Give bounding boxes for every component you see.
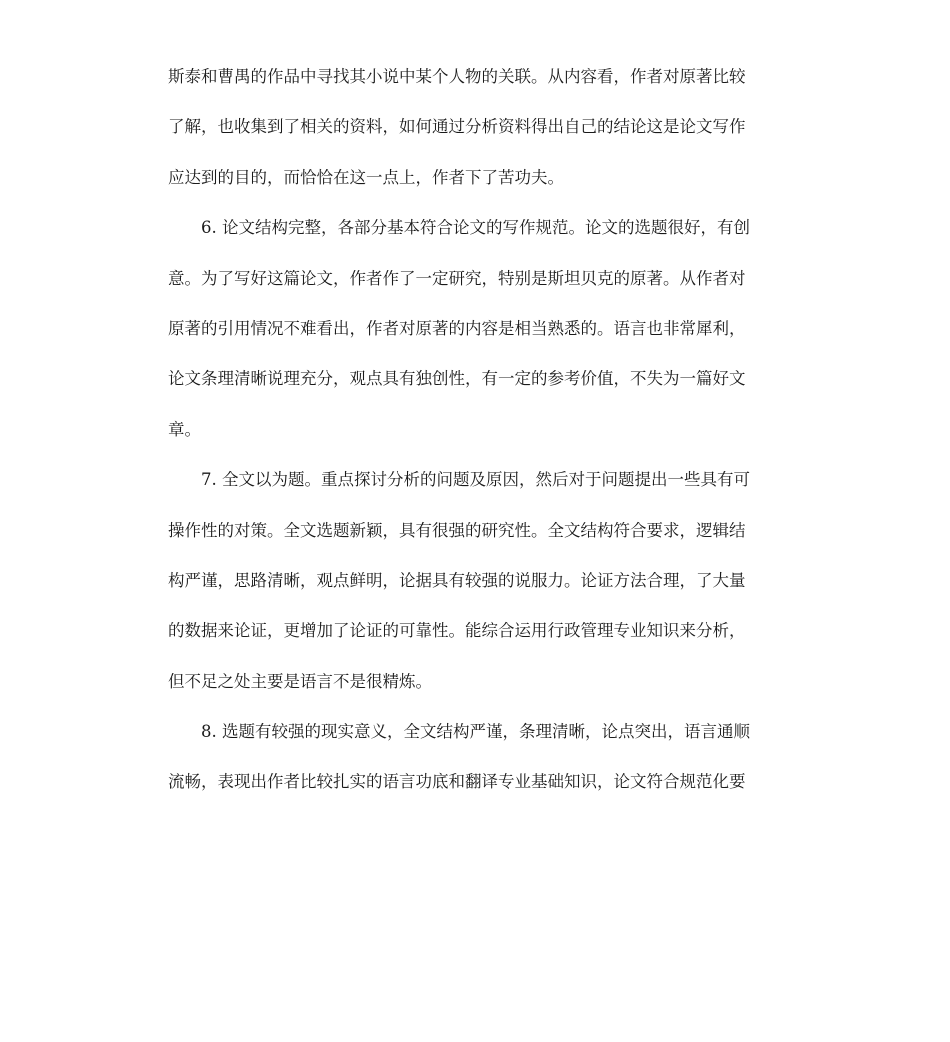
text-line: 斯泰和曹禺的作品中寻找其小说中某个人物的关联。从内容看，作者对原著比较 [168,67,746,86]
text-line: 7. 全文以为题。重点探讨分析的问题及原因，然后对于问题提出一些具有可 [201,470,750,489]
text-line: 了解，也收集到了相关的资料，如何通过分析资料得出自己的结论这是论文写作 [168,117,746,136]
text-line: 意。为了写好这篇论文，作者作了一定研究，特别是斯坦贝克的原著。从作者对 [168,269,746,288]
text-line: 章。 [168,420,201,439]
text-line: 应达到的目的，而恰恰在这一点上，作者下了苦功夫。 [168,168,564,187]
text-line: 的数据来论证，更增加了论证的可靠性。能综合运用行政管理专业知识来分析， [168,621,746,640]
text-line: 构严谨，思路清晰，观点鲜明，论据具有较强的说服力。论证方法合理，了大量 [168,571,746,590]
text-line: 论文条理清晰说理充分，观点具有独创性，有一定的参考价值，不失为一篇好文 [168,369,746,388]
text-line: 流畅，表现出作者比较扎实的语言功底和翻译专业基础知识，论文符合规范化要 [168,772,746,791]
text-line: 8. 选题有较强的现实意义，全文结构严谨，条理清晰，论点突出，语言通顺 [201,722,750,741]
text-line: 6. 论文结构完整，各部分基本符合论文的写作规范。论文的选题很好，有创 [201,218,750,237]
text-line: 但不足之处主要是语言不是很精炼。 [168,672,432,691]
text-line: 操作性的对策。全文选题新颖，具有很强的研究性。全文结构符合要求，逻辑结 [168,521,746,540]
text-line: 原著的引用情况不难看出，作者对原著的内容是相当熟悉的。语言也非常犀利， [168,319,746,338]
